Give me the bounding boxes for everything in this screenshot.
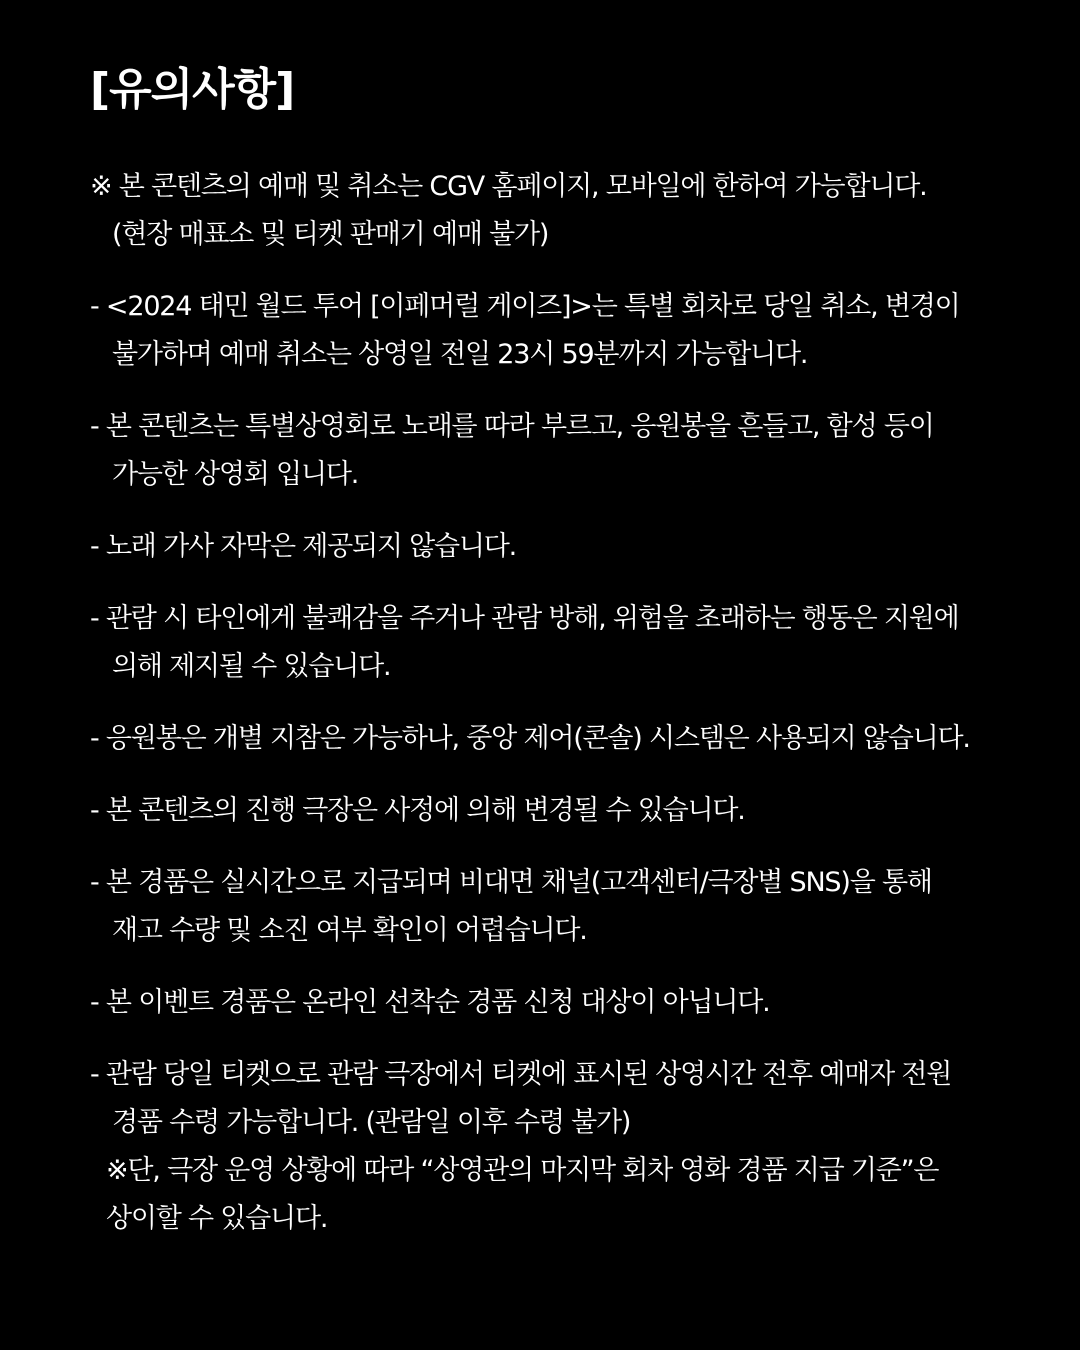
notice-line: 가능한 상영회 입니다. <box>112 459 359 490</box>
notice-line: (현장 매표소 및 티켓 판매기 예매 불가) <box>112 219 549 250</box>
notice-line: - 노래 가사 자막은 제공되지 않습니다. <box>90 531 517 562</box>
notice-item <box>90 859 1020 955</box>
notice-line: - 관람 당일 티켓으로 관람 극장에서 티켓에 표시된 상영시간 전후 예매자 전원 <box>90 1059 952 1090</box>
notice-line: 의해 제지될 수 있습니다. <box>112 651 391 682</box>
notice-item <box>90 283 1020 379</box>
notice-line: 상이할 수 있습니다. <box>106 1203 328 1234</box>
notice-item <box>90 163 1020 259</box>
notice-line: ※단, 극장 운영 상황에 따라 “상영관의 마지막 회차 영화 경품 지급 기준”은 <box>106 1155 939 1186</box>
notice-line: 경품 수령 가능합니다. (관람일 이후 수령 불가) <box>112 1107 631 1138</box>
notice-line: - 응원봉은 개별 지참은 가능하나, 중앙 제어(콘솔) 시스템은 사용되지 않습니다. <box>90 723 970 754</box>
notice-item <box>90 787 1020 835</box>
notice-line: - 관람 시 타인에게 불쾌감을 주거나 관람 방해, 위험을 초래하는 행동은 지원에 <box>90 603 959 634</box>
notice-item <box>90 523 1020 571</box>
notice-line: - 본 콘텐츠의 진행 극장은 사정에 의해 변경될 수 있습니다. <box>90 795 745 826</box>
notice-line: 불가하며 예매 취소는 상영일 전일 23시 59분까지 가능합니다. <box>112 339 808 370</box>
notice-line: - 본 경품은 실시간으로 지급되며 비대면 채널(고객센터/극장별 SNS)을 통해 <box>90 867 932 898</box>
page-title: [유의사항] <box>90 64 295 115</box>
notice-list <box>90 163 1020 1243</box>
notice-line: 재고 수량 및 소진 여부 확인이 어렵습니다. <box>112 915 587 946</box>
notice-line: - <2024 태민 월드 투어 [이페머럴 게이즈]>는 특별 회차로 당일 취소, 변경이 <box>90 291 960 322</box>
notice-item <box>90 979 1020 1027</box>
notice-item <box>90 595 1020 691</box>
notice-item <box>90 1051 1020 1243</box>
notice-line: - 본 콘텐츠는 특별상영회로 노래를 따라 부르고, 응원봉을 흔들고, 함성 등이 <box>90 411 934 442</box>
notice-item <box>90 403 1020 499</box>
notice-line: ※ 본 콘텐츠의 예매 및 취소는 CGV 홈페이지, 모바일에 한하여 가능합니다. <box>90 171 927 202</box>
notice-item <box>90 715 1020 763</box>
notice-line: - 본 이벤트 경품은 온라인 선착순 경품 신청 대상이 아닙니다. <box>90 987 770 1018</box>
